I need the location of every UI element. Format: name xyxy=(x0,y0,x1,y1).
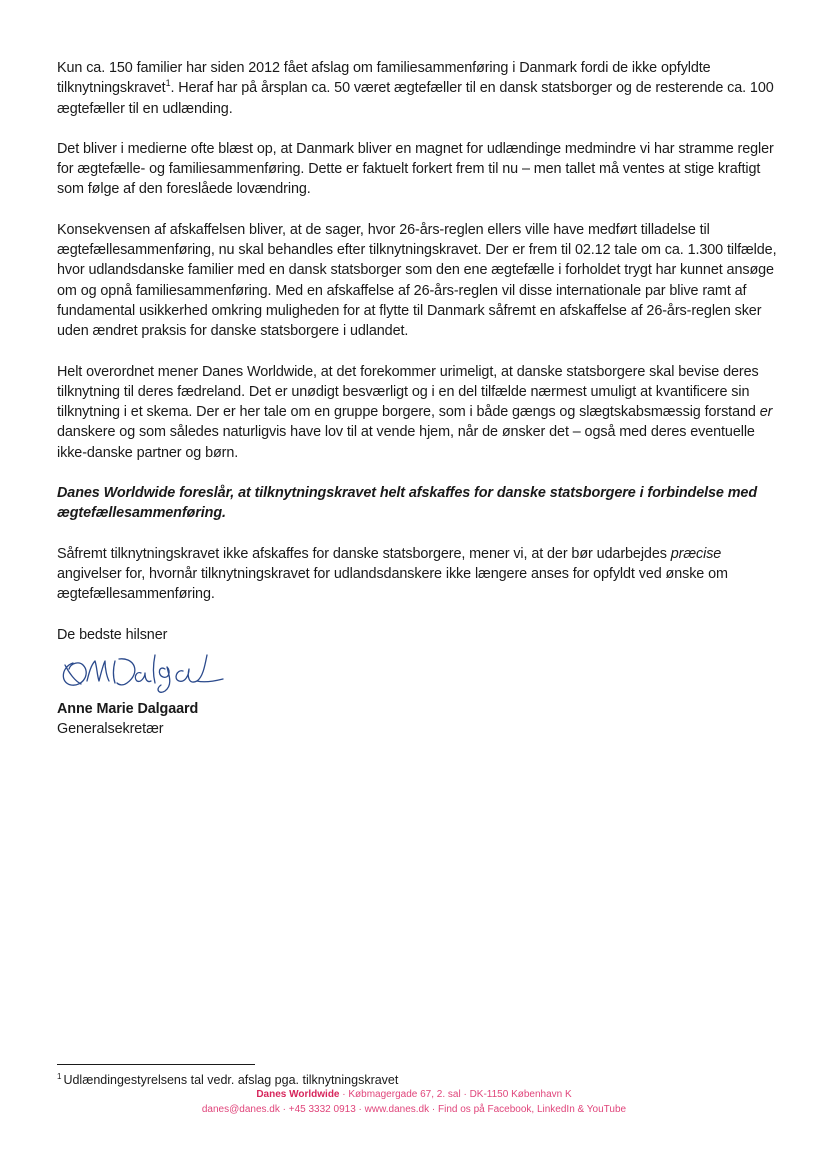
paragraph-overall-view xyxy=(57,362,777,463)
paragraph-text: Kun ca. 150 familier har siden 2012 fået afslag om familiesammenføring i Danmark fordi de ikke opfyldte tilknytningskravet xyxy=(57,60,711,97)
paragraph-alternative xyxy=(57,544,777,605)
closing-block xyxy=(57,625,777,740)
emphasis-text: er xyxy=(759,404,773,421)
proposal-statement: Danes Worldwide foreslår, at tilknytningskravet helt afskaffes for danske statsborgere i forbindelse med ægtefællesammenføring. xyxy=(57,485,758,522)
paragraph-text: Helt overordnet mener Danes Worldwide, at det forekommer urimeligt, at danske statsborgere skal bevise deres tilknytning til deres fædreland. Det er unødigt besværligt og i en del tilfælde nærmest umuligt at kvantificere sin tilknytning i et skema. Der er her tale om en gruppe borgere, som i både gængs og slægtskabsmæssig forstand xyxy=(57,363,760,421)
footnote xyxy=(57,1073,398,1087)
paragraph-text: danskere og som således naturligvis have lov til at vende hjem, når de ønsker det – også med deres eventuelle ikke-danske partner og børn. xyxy=(57,424,755,461)
paragraph-text: angivelser for, hvornår tilknytningskravet for udlandsdanskere ikke længere anses for opfyldt ved ønske om ægtefællesammenføring. xyxy=(57,565,728,603)
paragraph-consequence: Konsekvensen af afskaffelsen bliver, at de sager, hvor 26-års-reglen ellers ville have medført tilladelse til ægtefællesammenføring, nu skal behandles efter tilknytningskravet. Der er frem til 02.12 tale om ca. 1.300 tilfælde, hvor udlandsdanske familier med en dansk statsborger som den ene ægtefælle i forholdet trygt har kunnet ansøge om og opnå familiesammenføring. Med en afskaffelse af 26-års-reglen vil disse internationale par blive ramt af fundamental usikkerhed omkring muligheden for at flytte til Danmark såfremt en afskaffelse af 26-års-reglen sker uden ændret praksis for danske statsborgere i udlandet. xyxy=(57,221,777,340)
footnote-text: Udlændingestyrelsens tal vedr. afslag pga. tilknytningskravet xyxy=(63,1073,399,1087)
paragraph-text: . Heraf har på årsplan ca. 50 været ægtefæller til en dansk statsborger og de resterende ca. 100 ægtefæller til en udlænding. xyxy=(57,80,774,117)
paragraph-statistics xyxy=(57,58,777,119)
footnote-number: 1 xyxy=(57,1071,62,1081)
emphasis-text: præcise xyxy=(670,545,722,562)
greeting: De bedste hilsner xyxy=(57,626,168,643)
footer-brand: Danes Worldwide xyxy=(256,1089,340,1100)
paragraph-media: Det bliver i medierne ofte blæst op, at Danmark bliver en magnet for udlændinge medmindre vi har stramme regler for ægtefælle- og familiesammenføring. Dette er faktuelt forkert frem til nu – men tallet må ventes at stige kraftigt som følge af den foreslåede lovændring. xyxy=(57,140,774,198)
paragraph-text: Såfremt tilknytningskravet ikke afskaffes for danske statsborgere, mener vi, at der bør udarbejdes xyxy=(57,545,671,562)
footer-contact-line: danes@danes.dk · +45 3332 0913 · www.danes.dk · Find os på Facebook, LinkedIn & YouTube xyxy=(201,1104,627,1115)
signatory-title: Generalsekretær xyxy=(57,721,164,738)
signatory-name: Anne Marie Dalgaard xyxy=(57,700,199,717)
signature-image xyxy=(57,651,232,697)
footnote-reference: 1 xyxy=(165,78,171,89)
footer-address: · Købmagergade 67, 2. sal · DK-1150 København K xyxy=(339,1089,572,1100)
footer-address-line xyxy=(0,1089,828,1100)
letter-body xyxy=(57,58,777,739)
footnote-divider xyxy=(57,1064,255,1065)
